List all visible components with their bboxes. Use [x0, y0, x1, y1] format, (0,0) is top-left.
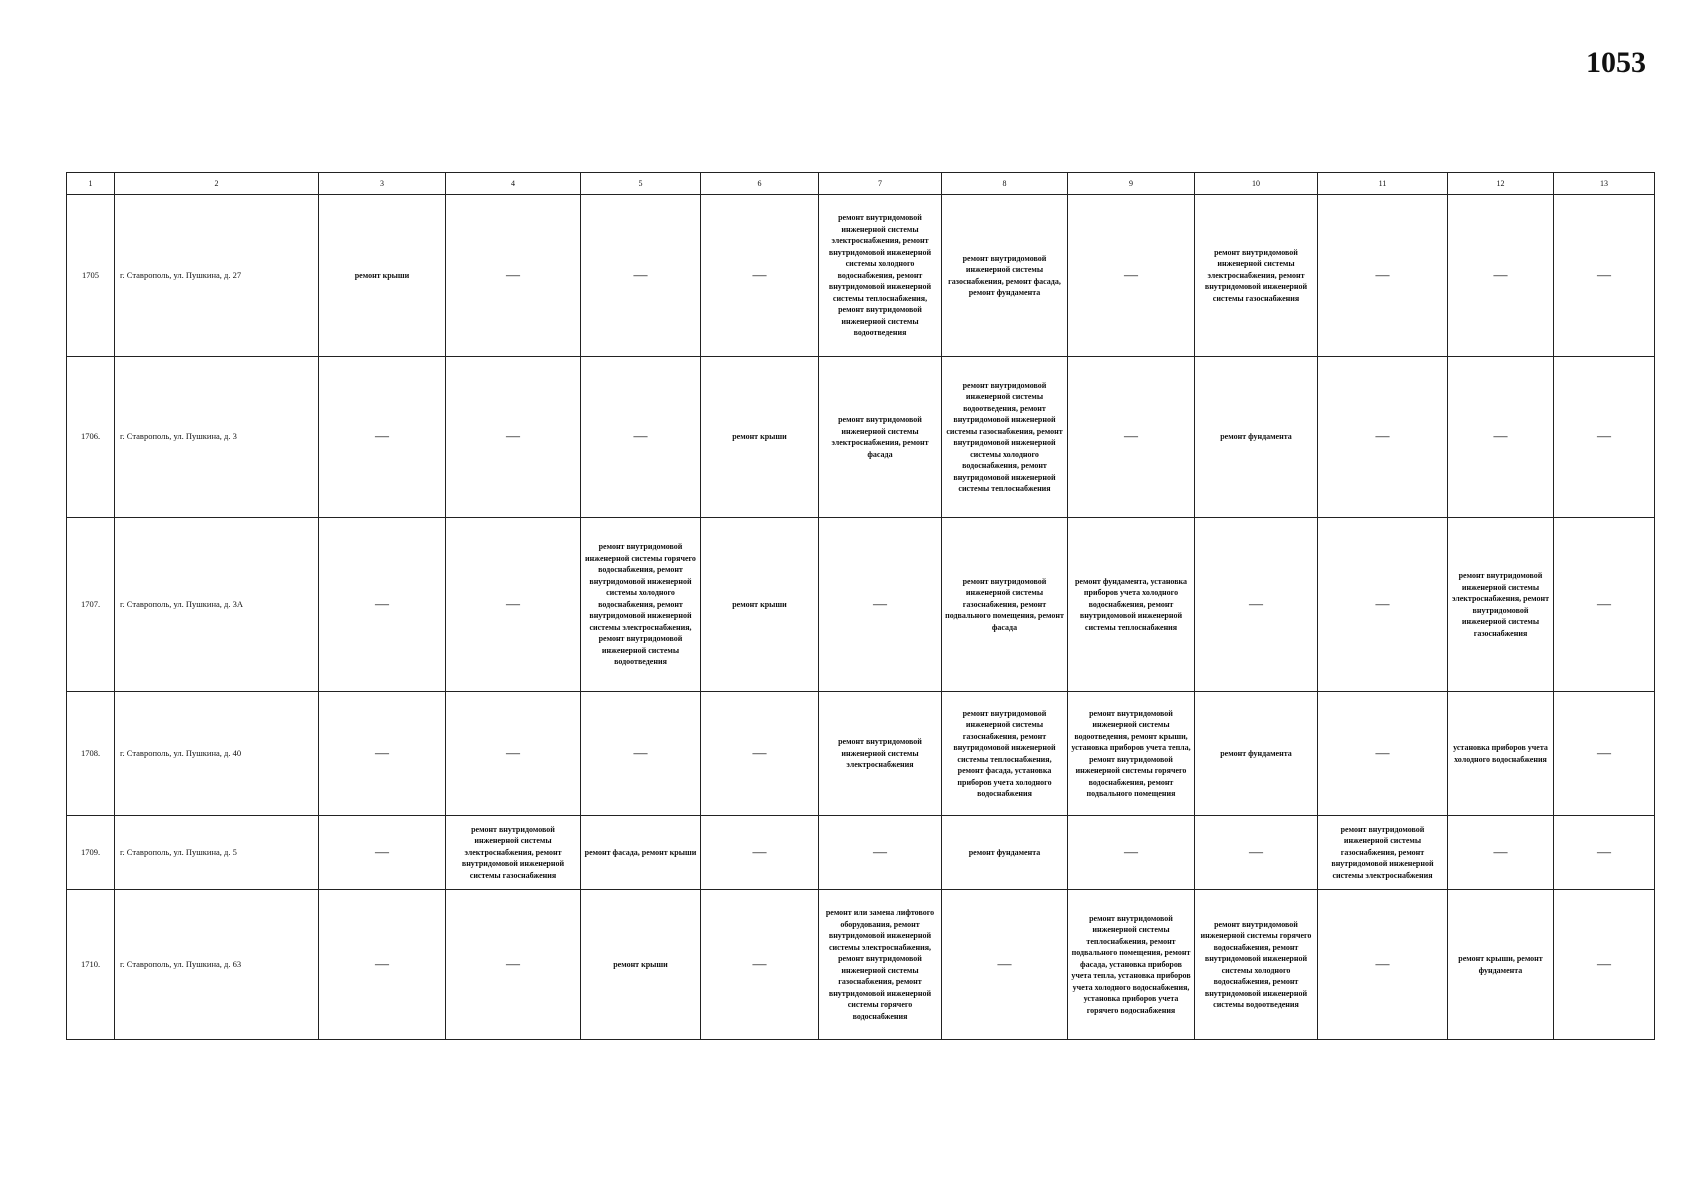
row-number: 1707.	[67, 518, 115, 692]
table-cell: ремонт фундамента	[1195, 357, 1318, 518]
table-cell: —	[701, 195, 819, 357]
address-cell: г. Ставрополь, ул. Пушкина, д. 27	[115, 195, 319, 357]
column-header: 1	[67, 173, 115, 195]
table-cell: —	[1195, 816, 1318, 890]
table-cell: ремонт внутридомовой инженерной системы электроснабжения, ремонт фасада	[819, 357, 942, 518]
table-cell: ремонт крыши	[701, 518, 819, 692]
table-cell: —	[1448, 357, 1554, 518]
row-number: 1710.	[67, 890, 115, 1040]
column-header: 8	[942, 173, 1068, 195]
table-cell: ремонт внутридомовой инженерной системы электроснабжения, ремонт внутридомовой инженерной системы холодного водоснабжения, ремонт внутридомовой инженерной системы теплоснабжения, ремонт внутридомовой инженерной системы водоотведения	[819, 195, 942, 357]
table-cell: —	[446, 890, 581, 1040]
column-header: 11	[1318, 173, 1448, 195]
table-cell: —	[581, 357, 701, 518]
table-cell: —	[446, 692, 581, 816]
row-number: 1706.	[67, 357, 115, 518]
table-row	[67, 357, 1655, 518]
repair-schedule-table	[66, 172, 1655, 1040]
table-row	[67, 692, 1655, 816]
table-cell: —	[319, 357, 446, 518]
table-cell: ремонт внутридомовой инженерной системы электроснабжения, ремонт внутридомовой инженерной системы газоснабжения	[1195, 195, 1318, 357]
column-header: 6	[701, 173, 819, 195]
table-cell: —	[1554, 357, 1655, 518]
table-cell: —	[701, 816, 819, 890]
table-cell: ремонт внутридомовой инженерной системы водоотведения, ремонт крыши, установка приборов учета тепла, ремонт внутридомовой инженерной системы горячего водоснабжения, ремонт подвального помещения	[1068, 692, 1195, 816]
table-cell: —	[1554, 692, 1655, 816]
table-cell: —	[701, 692, 819, 816]
column-header: 12	[1448, 173, 1554, 195]
table-cell: ремонт внутридомовой инженерной системы электроснабжения	[819, 692, 942, 816]
table-cell: ремонт внутридомовой инженерной системы горячего водоснабжения, ремонт внутридомовой инженерной системы холодного водоснабжения, ремонт внутридомовой инженерной системы водоотведения	[1195, 890, 1318, 1040]
table-cell: ремонт фасада, ремонт крыши	[581, 816, 701, 890]
table-row	[67, 195, 1655, 357]
table-cell: ремонт крыши, ремонт фундамента	[1448, 890, 1554, 1040]
table-cell: ремонт фундамента, установка приборов учета холодного водоснабжения, ремонт внутридомовой инженерной системы теплоснабжения	[1068, 518, 1195, 692]
column-header: 5	[581, 173, 701, 195]
table-cell: ремонт внутридомовой инженерной системы горячего водоснабжения, ремонт внутридомовой инженерной системы холодного водоснабжения, ремонт внутридомовой инженерной системы электроснабжения, ремонт внутридомовой инженерной системы водоотведения	[581, 518, 701, 692]
table-cell: ремонт фундамента	[1195, 692, 1318, 816]
table-cell: ремонт внутридомовой инженерной системы электроснабжения, ремонт внутридомовой инженерной системы газоснабжения	[446, 816, 581, 890]
table-cell: ремонт внутридомовой инженерной системы газоснабжения, ремонт фасада, ремонт фундамента	[942, 195, 1068, 357]
table-cell: —	[1318, 692, 1448, 816]
table-cell: ремонт внутридомовой инженерной системы газоснабжения, ремонт внутридомовой инженерной системы теплоснабжения, ремонт фасада, установка приборов учета холодного водоснабжения	[942, 692, 1068, 816]
table-row	[67, 816, 1655, 890]
table-cell: —	[319, 890, 446, 1040]
table-cell: ремонт внутридомовой инженерной системы теплоснабжения, ремонт подвального помещения, ремонт фасада, установка приборов учета тепла, установка приборов учета холодного водоснабжения, установка приборов учета горячего водоснабжения	[1068, 890, 1195, 1040]
table-cell: ремонт или замена лифтового оборудования, ремонт внутридомовой инженерной системы электроснабжения, ремонт внутридомовой инженерной системы газоснабжения, ремонт внутридомовой инженерной системы горячего водоснабжения	[819, 890, 942, 1040]
address-cell: г. Ставрополь, ул. Пушкина, д. 5	[115, 816, 319, 890]
header-row	[67, 173, 1655, 195]
table-cell: ремонт крыши	[319, 195, 446, 357]
address-cell: г. Ставрополь, ул. Пушкина, д. 3	[115, 357, 319, 518]
table-cell: —	[1554, 518, 1655, 692]
table-cell: —	[446, 357, 581, 518]
row-number: 1708.	[67, 692, 115, 816]
table-cell: —	[819, 816, 942, 890]
table-cell: —	[1554, 195, 1655, 357]
table-cell: ремонт внутридомовой инженерной системы водоотведения, ремонт внутридомовой инженерной системы газоснабжения, ремонт внутридомовой инженерной системы холодного водоснабжения, ремонт внутридомовой инженерной системы теплоснабжения	[942, 357, 1068, 518]
table-cell: ремонт крыши	[581, 890, 701, 1040]
table-row	[67, 890, 1655, 1040]
table-cell: —	[1318, 890, 1448, 1040]
row-number: 1709.	[67, 816, 115, 890]
table-cell: —	[581, 195, 701, 357]
column-header: 4	[446, 173, 581, 195]
table-cell: установка приборов учета холодного водоснабжения	[1448, 692, 1554, 816]
column-header: 9	[1068, 173, 1195, 195]
table-cell: ремонт фундамента	[942, 816, 1068, 890]
table-cell: —	[1554, 890, 1655, 1040]
column-header: 7	[819, 173, 942, 195]
table-row	[67, 518, 1655, 692]
table-cell: —	[1195, 518, 1318, 692]
table-cell: —	[1318, 195, 1448, 357]
table-cell: —	[581, 692, 701, 816]
table-cell: —	[446, 518, 581, 692]
page-number: 1053	[1586, 46, 1646, 79]
table-cell: ремонт внутридомовой инженерной системы электроснабжения, ремонт внутридомовой инженерной системы газоснабжения	[1448, 518, 1554, 692]
address-cell: г. Ставрополь, ул. Пушкина, д. 40	[115, 692, 319, 816]
table-cell: —	[819, 518, 942, 692]
table-cell: —	[942, 890, 1068, 1040]
table-cell: —	[701, 890, 819, 1040]
table-cell: —	[1318, 357, 1448, 518]
table-cell: —	[1068, 816, 1195, 890]
column-header: 10	[1195, 173, 1318, 195]
table-cell: —	[319, 816, 446, 890]
table-cell: —	[1068, 357, 1195, 518]
address-cell: г. Ставрополь, ул. Пушкина, д. 3А	[115, 518, 319, 692]
table-cell: —	[1448, 195, 1554, 357]
table-cell: ремонт внутридомовой инженерной системы газоснабжения, ремонт внутридомовой инженерной системы электроснабжения	[1318, 816, 1448, 890]
table-cell: ремонт крыши	[701, 357, 819, 518]
table-cell: —	[319, 518, 446, 692]
column-header: 3	[319, 173, 446, 195]
table-cell: —	[319, 692, 446, 816]
table-cell: —	[1068, 195, 1195, 357]
row-number: 1705	[67, 195, 115, 357]
column-header: 13	[1554, 173, 1655, 195]
table-cell: —	[1448, 816, 1554, 890]
table-cell: —	[1554, 816, 1655, 890]
table-cell: ремонт внутридомовой инженерной системы газоснабжения, ремонт подвального помещения, ремонт фасада	[942, 518, 1068, 692]
address-cell: г. Ставрополь, ул. Пушкина, д. 63	[115, 890, 319, 1040]
table-cell: —	[446, 195, 581, 357]
column-header: 2	[115, 173, 319, 195]
table-cell: —	[1318, 518, 1448, 692]
